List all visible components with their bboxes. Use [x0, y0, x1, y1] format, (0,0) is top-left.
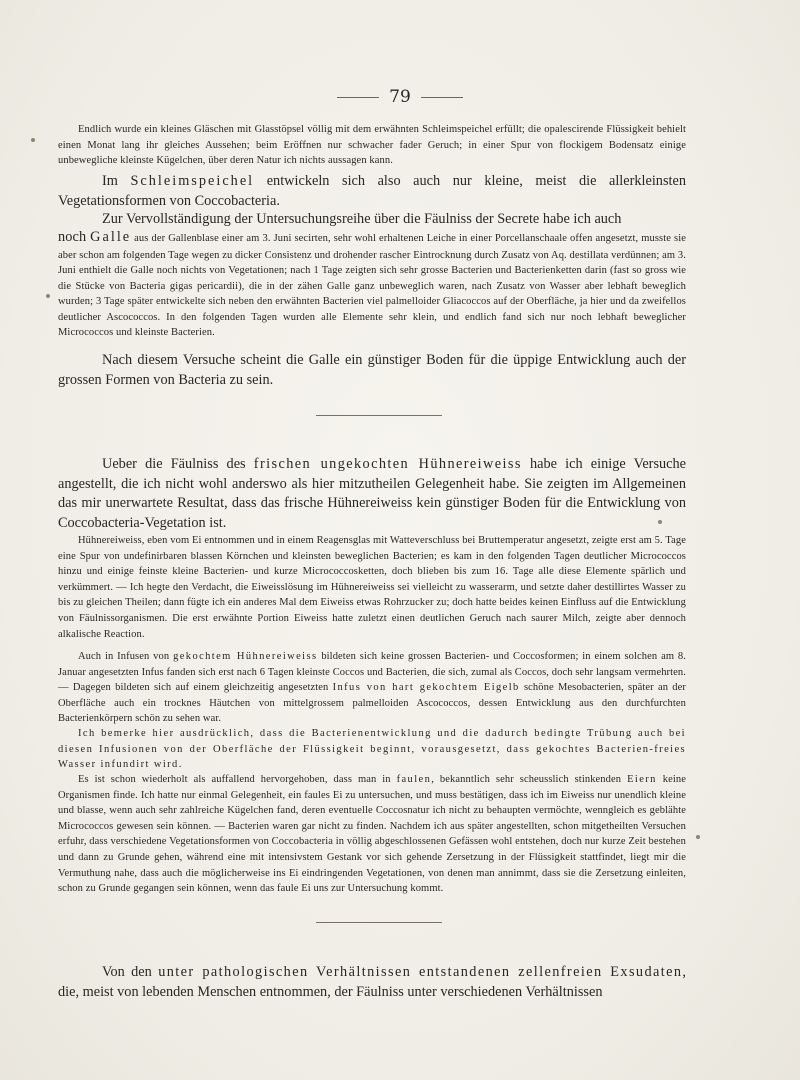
paragraph-gekochtes-eiweiss	[58, 649, 686, 727]
paragraph-huehnereiweiss-intro	[58, 455, 686, 533]
emphasis-faulen: faulen	[396, 774, 432, 785]
emphasis-schleimspeichel: Schleimspeichel	[130, 173, 255, 189]
text-run: , bekanntlich sehr scheusslich stinkenden	[431, 774, 628, 785]
section-divider	[316, 922, 442, 923]
paragraph-schleimspeichel-experiment: Endlich wurde ein kleines Gläschen mit Glasstöpsel völlig mit dem erwähnten Schleimspeichel erfüllt; die opalescirende Flüssigkeit behielt einen Monat lang ihr gleiches Aussehen; beim Eröffnen nur schwacher fader Geruch; in einer Spur von flockigem Bodensatz einige unbewegliche kleinste Kügelchen, über deren Natur ich nichts aussagen kann.	[58, 124, 686, 167]
text-run: Es ist schon wiederholt als auffallend hervorgehoben, dass man in	[78, 774, 397, 785]
text-run: Von den	[102, 964, 159, 980]
page-number: 79	[389, 87, 411, 107]
paper-speck	[31, 138, 35, 142]
emphasis-exsudate: unter pathologischen Verhältnissen entstandenen zellenfreien Exsudaten	[158, 964, 683, 980]
text-run: keine Organismen finde. Ich hatte nur einmal Gelegenheit, ein faules Ei zu untersuchen, und muss bestätigen, dass ich im Eiweiss nur unendlich kleine und blasse, wenn auch sehr zahlreiche Kügelchen fand, deren eventuelle Coccosnatur ich nicht zu behaupten vermöchte, wenngleich es geblähte Micrococcos gewesen sein können. — Bacterien waren gar nicht zu finden. Nachdem ich aus später angestellten, schon mitgetheilten Versuchen erfuhr, dass verschiedene Vegetationsformen von Coccobacteria in völlig abgeschlossenen Gefässen wohl entstehen, doch nur kurze Zeit bestehen und dann zu Grunde gehen, während eine mit intensivstem Gestank vor sich gehende Zersetzung in der Flüssigkeit stattfindet, liegt mir die Vermuthung nahe, dass auch die möglicherweise ins Ei eindringenden Vegetationen, von denen man annimmt, dass sie die Zersetzung einleiten, schon zu Grunde gegangen sein können, wenn das faule Ei uns zur Untersuchung kommt.	[58, 774, 686, 895]
paper-speck	[658, 520, 662, 524]
header-rule-left	[337, 97, 379, 98]
text-run: Auch in Infusen von	[78, 651, 174, 662]
emphasis-galle: Galle	[90, 229, 132, 245]
paragraph-remark: Ich bemerke hier ausdrücklich, dass die Bacterienentwicklung und die dadurch bedingte Trübung auch bei diesen Infusionen von der Oberfläche der Flüssigkeit beginnt, vorausgesetzt, dass gekochtes Bacterien-freies Wasser infundirt wird.	[58, 728, 686, 771]
paragraph-exsudate-intro	[58, 963, 686, 1002]
text-run: Ueber die Fäulniss des	[102, 456, 254, 472]
page-header	[0, 86, 800, 108]
paragraph-galle-conclusion: Nach diesem Versuche scheint die Galle ein günstiger Boden für die üppige Entwicklung auch der grossen Formen von Bacteria zu sein.	[58, 352, 686, 388]
text-run: aus der Gallenblase einer am 3. Juni secirten, sehr wohl erhaltenen Leiche in einer Porcellanschaale offen angesetzt, musste sie aber schon am folgenden Tage wegen zu dicker Consistenz und drohender rascher Eintrocknung durch Zusatz von Aq. destillata verdünnen; am 3. Juni enthielt die Galle noch nichts von Vegetationen; nach 1 Tage zeigten sich sehr grosse Bacterien und Bacterienketten darin (fast so gross wie die Stücke von Bacteria gigas pericardii), die in der zähen Galle ganz unbeweglich waren, nach Zusatz von Wasser aber lebhaft beweglich wurden; 3 Tage später entwickelte sich neben den erwähnten Bacterien viel palmelloider Gliacoccos auf der Oberfläche, ja hier und da zweifellos deutlicher Ascococcos. In den folgenden Tagen wurden alle Elemente sehr klein, und endlich fand sich nur noch lebhaft beweglicher Micrococcos und kleinste Bacterien.	[58, 233, 686, 339]
paragraph-eiweiss-experiment: Hühnereiweiss, eben vom Ei entnommen und in einem Reagensglas mit Watteverschluss bei Bruttemperatur angesetzt, zeigte erst am 5. Tage eine Spur von undefinirbaren blassen Körnchen und kleinsten beweglichen Bacterien; es kam in den folgenden Tagen deutlicher Micrococcos hinzu und einige feinste kleine Bacterien- und kurze Micrococcosketten, doch blieben bis zum 16. Tage alle diese Elemente spärlich und verkümmert. — Ich hegte den Verdacht, die Eiweisslösung im Hühnereiweiss sei vielleicht zu wasserarm, und setzte daher destillirtes Wasser zu bis zu gleichen Theilen; dann fügte ich ein anderes Mal dem Eiweiss etwas Rohrzucker zu; doch hatte beides keinen Einfluss auf die Entwicklung von Fäulnissorganismen. Die erst erwähnte Portion Eiweiss hatte zuletzt einen deutlichen Geruch nach saurer Milch, zeigte aber dennoch alkalische Reaction.	[58, 535, 686, 640]
text-run: bildeten sich keine grossen Bacterien- und Coccosformen; in einem solchen am 8. Januar angesetzten Infus fanden sich erst nach 6 Tagen kleinste Coccos und Bacterien, die sich, zumal als Coccos, doch sehr langsam vermehrten. — Dagegen bildeten sich auf einem gleichzeitig angesetzten	[58, 651, 687, 694]
emphasis-gekochtes-eiweiss: gekochtem Hühnereiweiss	[173, 651, 318, 662]
text-run: schöne Mesobacterien, später an der Oberfläche auch ein trocknes Häutchen von mittelgrossem palmelloiden Ascococcos, dessen Entwicklung aus den durchfurchten Bacterienkörpern schön zu sehen war.	[58, 682, 687, 725]
text-run: Im	[102, 173, 131, 189]
emphasis-frisches-eiweiss: frischen ungekochten Hühnereiweiss	[253, 456, 522, 472]
text-run: , die, meist von lebenden Menschen entnommen, der Fäulniss unter verschiedenen Verhältnissen	[58, 964, 686, 1000]
emphasis-eiern: Eiern	[627, 774, 657, 785]
paper-speck	[46, 294, 50, 298]
emphasis-eigelb: Infus von hart gekochtem Eigelb	[332, 682, 520, 694]
paragraph-galle-experiment	[58, 228, 686, 341]
text-run: habe ich einige Versuche angestellt, die ich nicht wohl anderswo als hier mitzutheilen Gelegenheit habe. Sie zeigten im Allgemeinen das mir unerwartete Resultat, dass das frische Hühnereiweiss kein günstiger Boden für die Entwicklung von Coccobacteria-Vegetation ist.	[58, 456, 686, 531]
header-rule-right	[421, 97, 463, 98]
paper-speck	[696, 835, 700, 839]
paragraph-faule-eier	[58, 772, 686, 897]
section-divider	[316, 415, 442, 416]
paragraph-secrete-intro: Zur Vervollständigung der Untersuchungsreihe über die Fäulniss der Secrete habe ich auch	[102, 211, 622, 227]
text-run: noch	[58, 229, 91, 245]
text-run: entwickeln sich also auch nur kleine, meist die allerkleinsten Vegetationsformen von Coccobacteria.	[58, 173, 686, 209]
paragraph-schleimspeichel-conclusion	[58, 172, 686, 211]
